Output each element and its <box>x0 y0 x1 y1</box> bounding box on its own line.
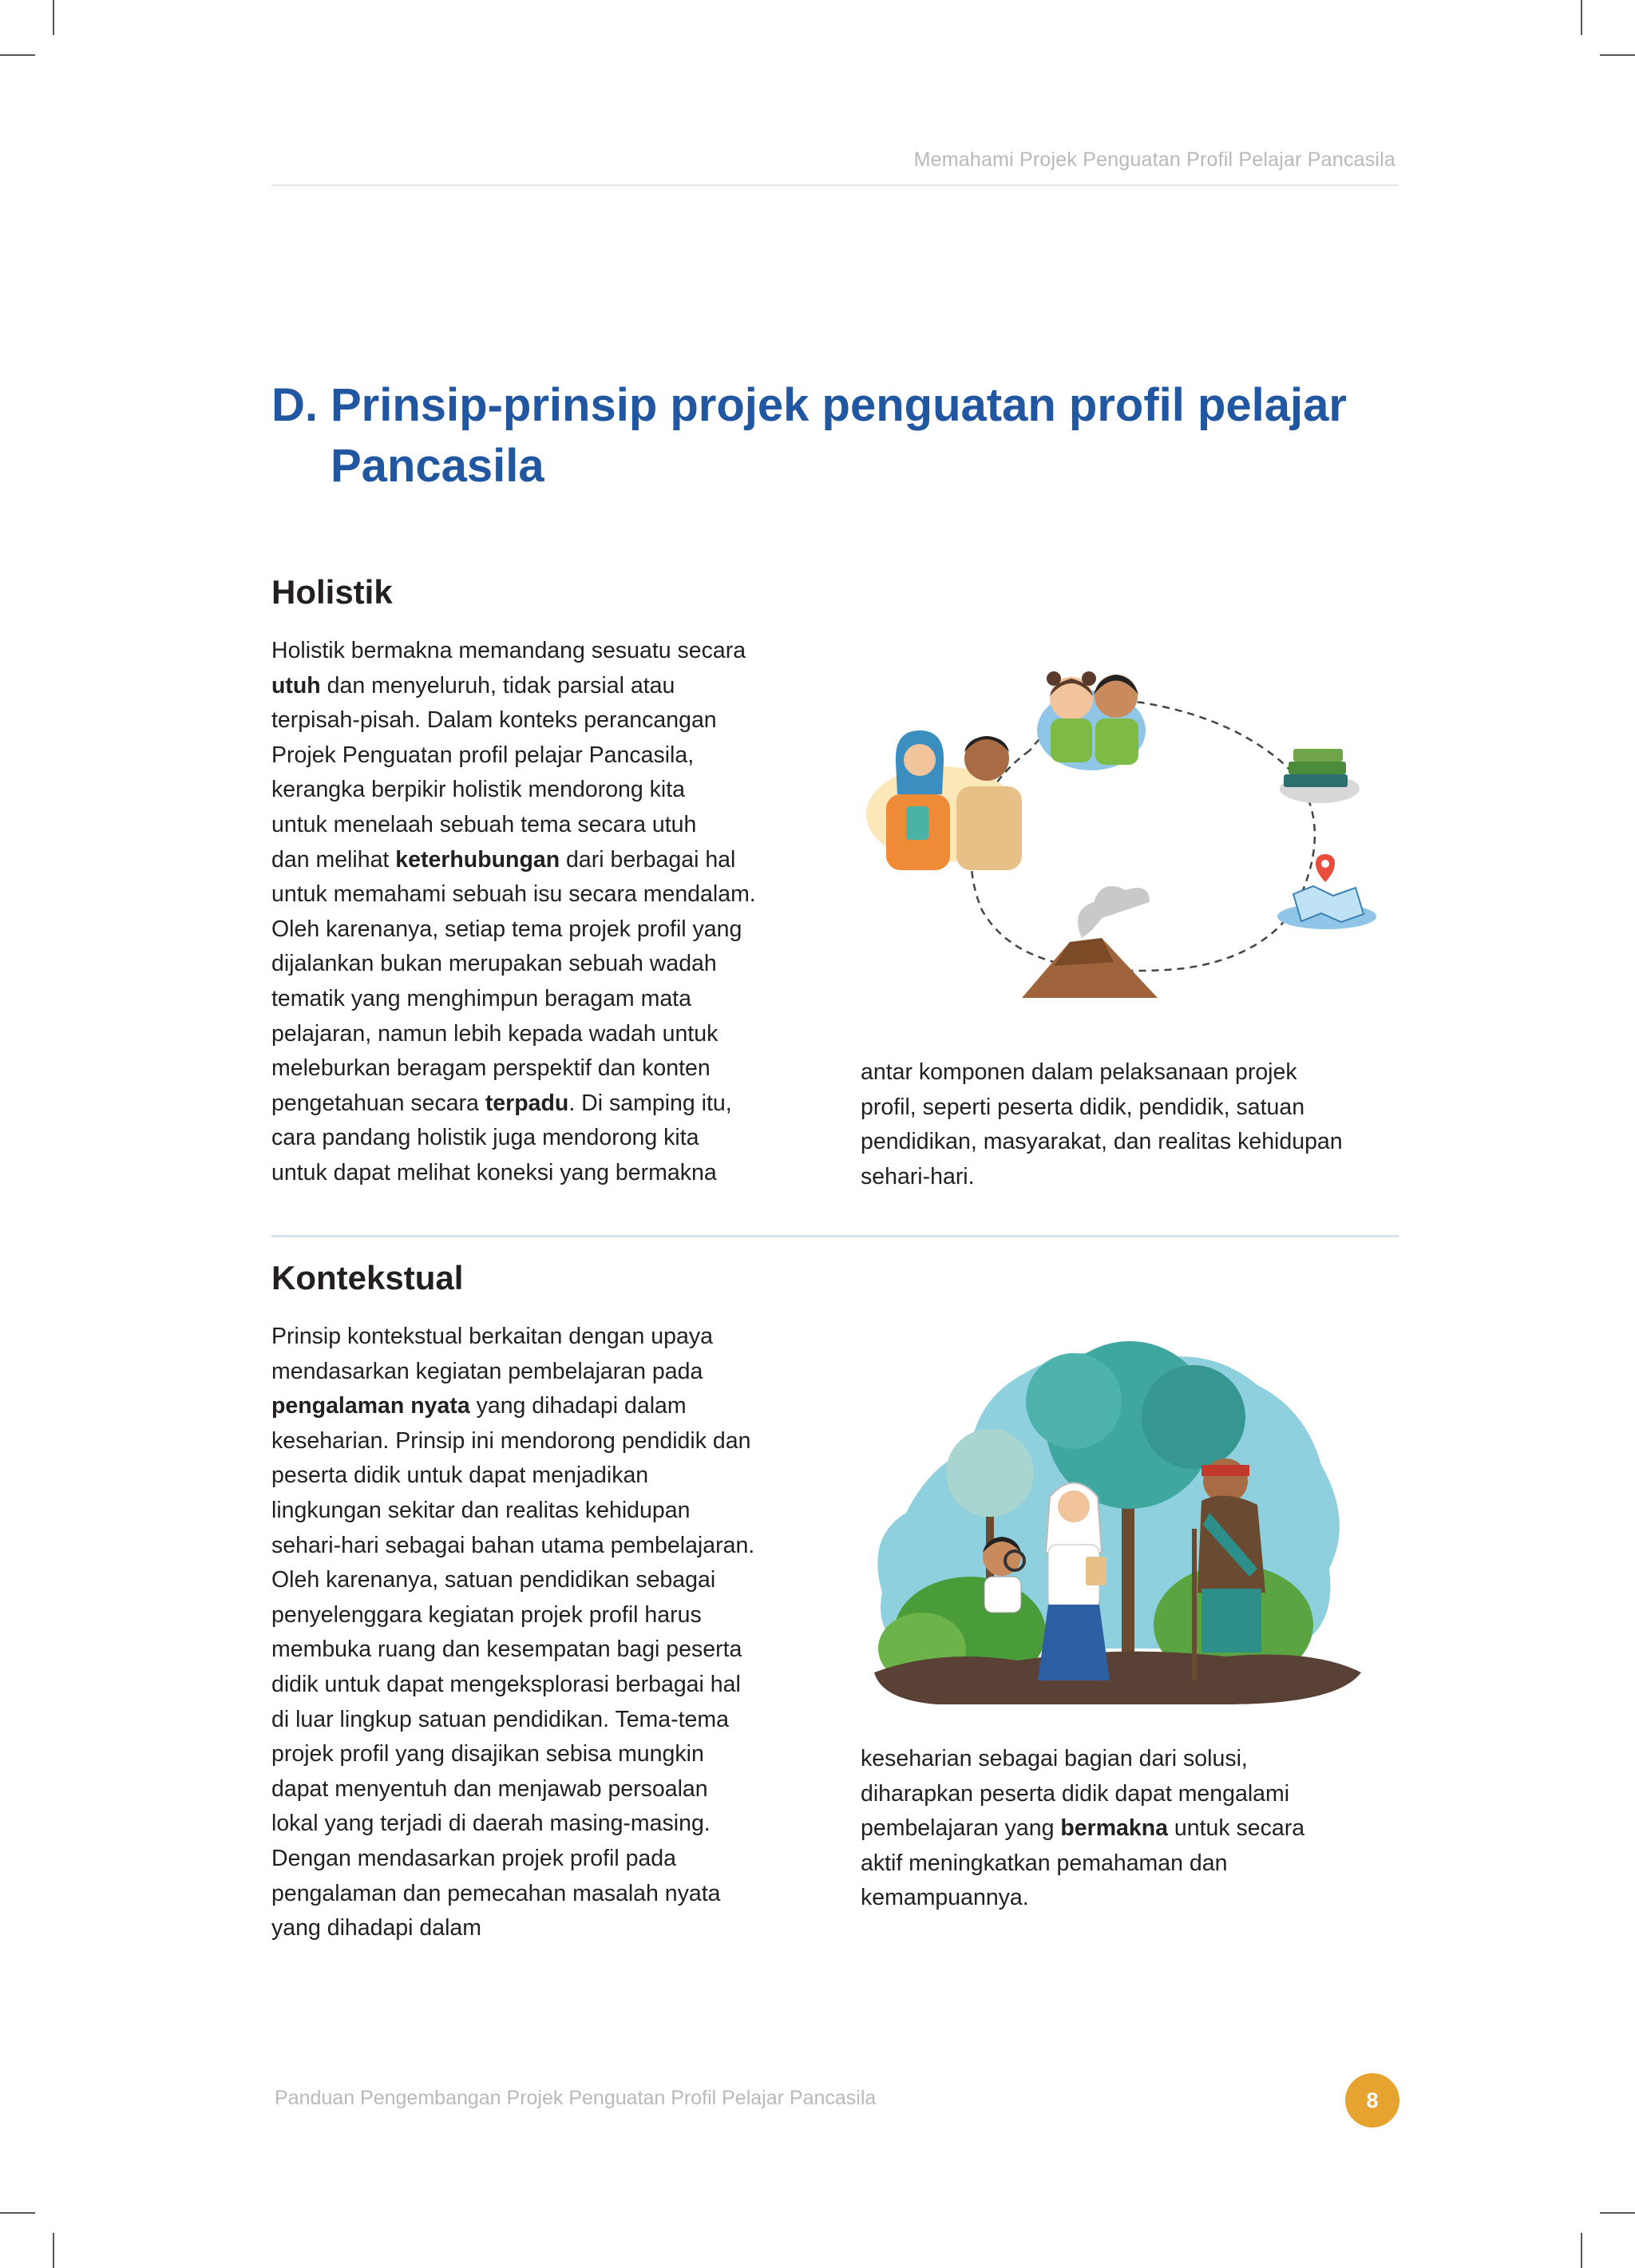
text-line <box>271 1156 756 1191</box>
body-text: Oleh karenanya, satuan pendidikan sebagai <box>271 1567 716 1593</box>
body-text: membuka ruang dan kesempatan bagi peserta <box>271 1637 742 1663</box>
text-line <box>271 1807 754 1842</box>
books-icon <box>1280 749 1360 803</box>
footer-text: Panduan Pengembangan Projek Penguatan Profil Pelajar Pancasila <box>275 2087 877 2109</box>
body-text: yang dihadapi dalam <box>271 1915 482 1941</box>
crop-mark <box>0 2212 35 2214</box>
page-number-badge: 8 <box>1345 2073 1399 2127</box>
text-line <box>271 1563 754 1598</box>
body-text: peserta didik untuk dapat menjadikan <box>271 1463 649 1489</box>
text-line <box>271 1389 754 1424</box>
body-text: kerangka berpikir holistik mendorong kita <box>271 777 686 803</box>
body-text: lingkungan sekitar dan realitas kehidupan <box>271 1497 691 1523</box>
text-line <box>271 1877 754 1912</box>
text-line <box>861 1125 1343 1160</box>
crop-mark <box>1600 54 1635 56</box>
crop-mark <box>1581 0 1582 35</box>
text-line <box>271 1424 754 1459</box>
body-text: Oleh karenanya, setiap tema projek profil yang <box>271 916 742 942</box>
body-text: . Di samping itu, <box>568 1090 732 1116</box>
body-text: pengetahuan secara <box>271 1090 485 1116</box>
body-text: Projek Penguatan profil pelajar Pancasila, <box>271 742 695 768</box>
emphasis-text: pengalaman nyata <box>271 1393 470 1419</box>
crop-mark <box>1600 2212 1635 2214</box>
text-line <box>271 877 756 912</box>
text-line <box>861 1160 1343 1195</box>
ground <box>874 1652 1361 1704</box>
text-line <box>271 1051 756 1087</box>
text-line <box>271 738 756 774</box>
text-line <box>861 1055 1343 1090</box>
text-line <box>271 843 756 878</box>
body-text: Holistik bermakna memandang sesuatu secara <box>271 638 746 663</box>
volcano-icon <box>1022 886 1158 998</box>
body-text: lokal yang terjadi di daerah masing-masing. <box>271 1811 711 1837</box>
text-line <box>271 1121 756 1156</box>
chapter-title-line1: Prinsip-prinsip projek penguatan profil pelajar <box>331 379 1347 431</box>
body-text: sehari-hari. <box>861 1163 975 1189</box>
text-line <box>861 1090 1343 1126</box>
body-text: Prinsip kontekstual berkaitan dengan upaya <box>271 1324 713 1349</box>
map-icon <box>1277 854 1376 929</box>
emphasis-text: terpadu <box>485 1090 569 1116</box>
crop-mark <box>53 2233 54 2268</box>
body-text: profil, seperti peserta didik, pendidik, satuan <box>861 1094 1305 1120</box>
body-text: untuk memahami sebuah isu secara mendalam. <box>271 881 756 908</box>
section-divider <box>271 1235 1399 1237</box>
emphasis-text: utuh <box>271 672 321 699</box>
kontekstual-right-column <box>861 1742 1304 1916</box>
crop-mark <box>1581 2233 1582 2268</box>
crop-mark <box>53 0 54 35</box>
text-line <box>861 1742 1304 1777</box>
body-text: keseharian. Prinsip ini mendorong pendidik dan <box>271 1427 751 1454</box>
girl-student-icon <box>1038 1483 1110 1681</box>
text-line <box>271 1911 754 1946</box>
chapter-number: D. <box>271 379 318 431</box>
body-text: pengalaman dan pemecahan masalah nyata <box>271 1880 721 1906</box>
holistik-left-column <box>271 634 756 1191</box>
body-text: pelajaran, namun lebih kepada wadah untuk <box>271 1020 719 1047</box>
body-text: penyelenggara kegiatan projek profil harus <box>271 1601 702 1628</box>
students-icon <box>1037 671 1146 770</box>
text-line <box>271 982 756 1017</box>
text-line <box>271 1459 754 1494</box>
body-text: dan melihat <box>271 846 396 873</box>
text-line <box>271 1668 754 1703</box>
body-text: pendidikan, masyarakat, dan realitas kehidupan <box>861 1129 1343 1155</box>
text-line <box>271 1494 754 1529</box>
text-line <box>271 634 756 669</box>
teachers-icon <box>866 730 1022 870</box>
body-text: di luar lingkup satuan pendidikan. Tema-tema <box>271 1706 729 1732</box>
text-line <box>271 1772 754 1807</box>
text-line <box>861 1811 1304 1846</box>
body-text: cara pandang holistik juga mendorong kita <box>271 1125 699 1151</box>
body-text: dapat menyentuh dan menjawab persoalan <box>271 1775 708 1802</box>
text-line <box>271 669 756 704</box>
section-heading-kontekstual: Kontekstual <box>271 1259 464 1296</box>
kontekstual-illustration <box>858 1329 1377 1720</box>
body-text: dijalankan bukan merupakan sebuah wadah <box>271 951 717 977</box>
body-text: terpisah-pisah. Dalam konteks perancangan <box>271 707 717 734</box>
text-line <box>271 947 756 982</box>
section-heading-holistik: Holistik <box>271 573 393 611</box>
text-line <box>271 912 756 948</box>
body-text: dan menyeluruh, tidak parsial atau <box>320 672 675 699</box>
holistik-right-column <box>861 1055 1343 1194</box>
emphasis-text: bermakna <box>1060 1815 1168 1842</box>
body-text: untuk dapat melihat koneksi yang bermakna <box>271 1159 717 1185</box>
text-line <box>861 1777 1304 1812</box>
chapter-title-line2: Pancasila <box>331 440 544 492</box>
text-line <box>271 1355 754 1390</box>
body-text: meleburkan beragam perspektif dan konten <box>271 1055 711 1082</box>
body-text: dari berbagai hal <box>560 846 736 873</box>
text-line <box>271 773 756 808</box>
text-line <box>271 1737 754 1772</box>
body-text: diharapkan peserta didik dapat mengalami <box>861 1780 1290 1807</box>
text-line <box>271 1633 754 1668</box>
crop-mark <box>0 54 35 56</box>
body-text: yang dihadapi dalam <box>469 1393 687 1419</box>
text-line <box>271 808 756 843</box>
body-text: tematik yang menghimpun beragam mata <box>271 985 691 1011</box>
holistik-illustration <box>862 655 1389 1022</box>
text-line <box>861 1846 1304 1882</box>
emphasis-text: keterhubungan <box>395 846 560 873</box>
running-header: Memahami Projek Penguatan Profil Pelajar Pancasila <box>913 148 1395 171</box>
text-line <box>271 1842 754 1877</box>
text-line <box>271 1017 756 1052</box>
body-text: kemampuannya. <box>861 1885 1029 1911</box>
body-text: sehari-hari sebagai bahan utama pembelajaran. <box>271 1532 755 1558</box>
body-text: didik untuk dapat mengeksplorasi berbagai hal <box>271 1671 741 1697</box>
text-line <box>271 1703 754 1738</box>
body-text: keseharian sebagai bagian dari solusi, <box>861 1746 1248 1771</box>
body-text: aktif meningkatkan pemahaman dan <box>861 1850 1228 1876</box>
body-text: antar komponen dalam pelaksanaan projek <box>861 1059 1297 1085</box>
body-text: mendasarkan kegiatan pembelajaran pada <box>271 1358 703 1384</box>
body-text: Dengan mendasarkan projek profil pada <box>271 1845 676 1871</box>
body-text: projek profil yang disajikan sebisa mungkin <box>271 1741 704 1767</box>
body-text: pembelajaran yang <box>861 1815 1061 1842</box>
text-line <box>271 1598 754 1633</box>
body-text: untuk secara <box>1168 1815 1305 1842</box>
header-rule <box>271 184 1399 186</box>
body-text: untuk menelaah sebuah tema secara utuh <box>271 811 697 837</box>
text-line <box>271 703 756 738</box>
text-line <box>271 1087 756 1122</box>
text-line <box>861 1881 1304 1916</box>
text-line <box>271 1320 754 1355</box>
kontekstual-left-column <box>271 1320 754 1946</box>
chapter-title <box>271 375 1405 497</box>
text-line <box>271 1529 754 1564</box>
